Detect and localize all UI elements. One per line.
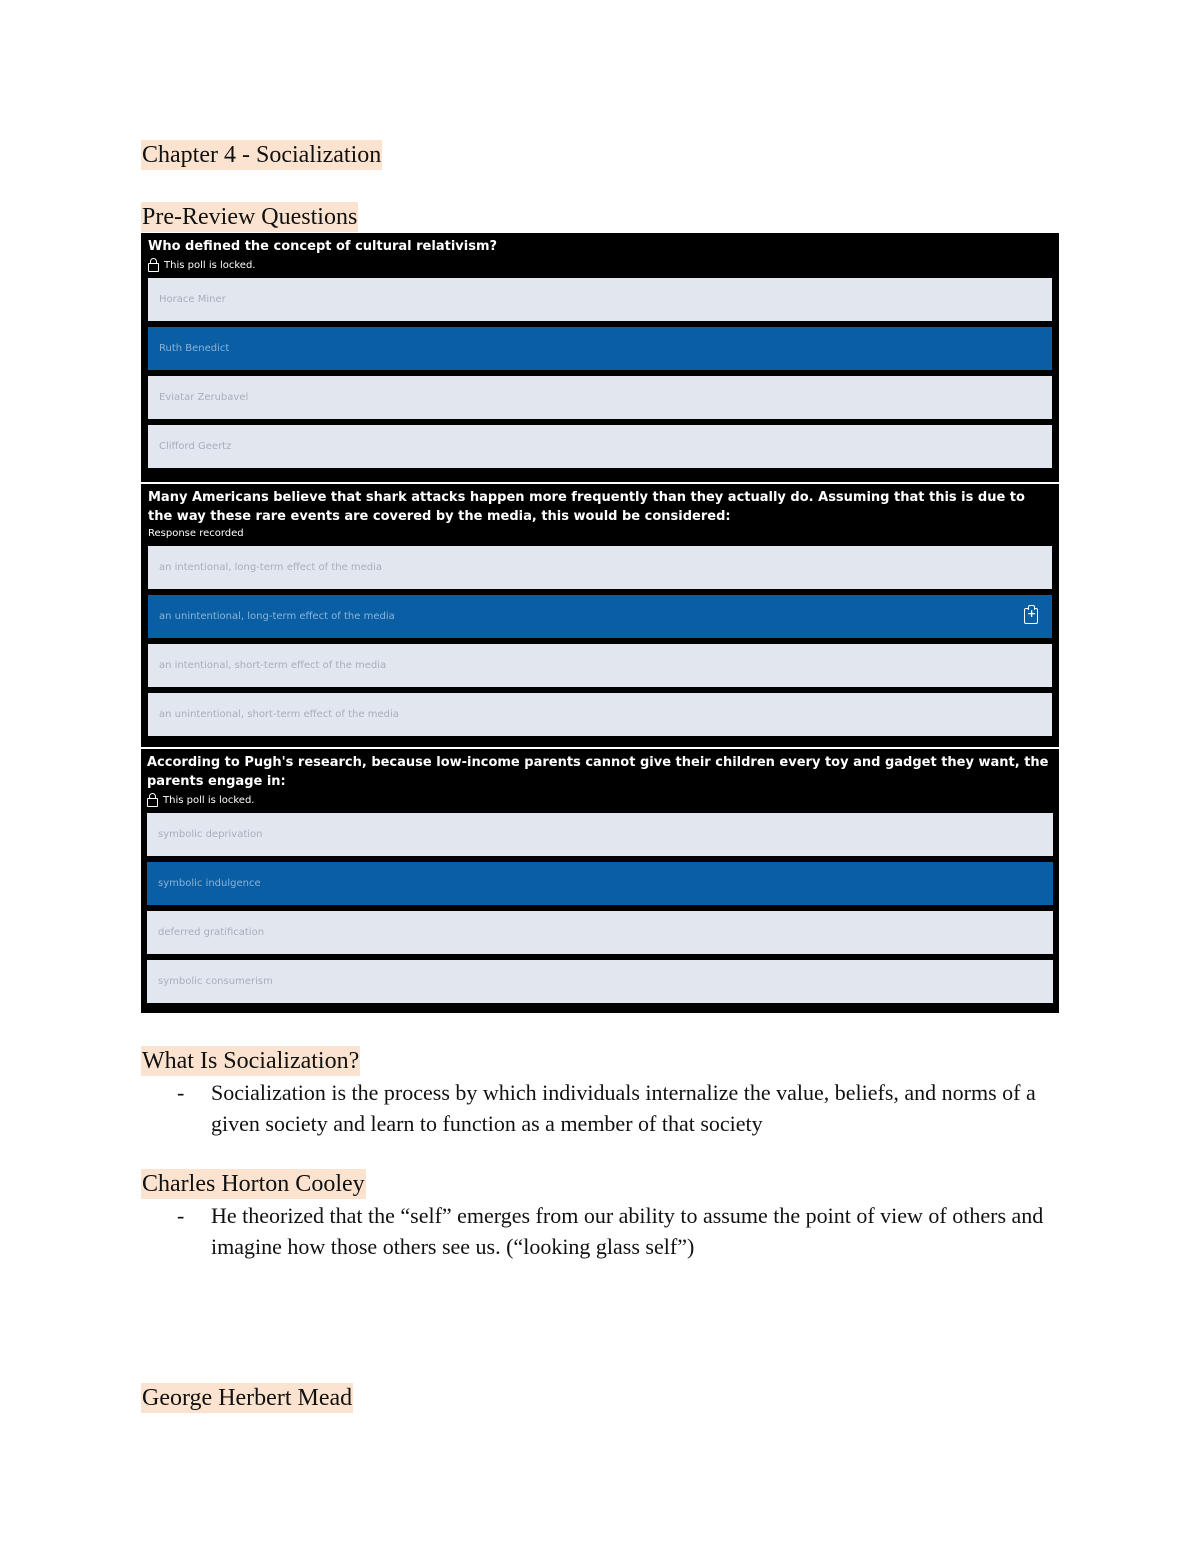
poll-question: Many Americans believe that shark attacks happen more frequently than they actually do. Assuming that this is due to the way these rare events are covered by the media, this would be considered: (148, 490, 1025, 524)
poll-option[interactable]: deferred gratification (147, 911, 1053, 954)
poll-status-text: This poll is locked. (163, 795, 255, 806)
poll-status (147, 794, 1053, 807)
poll-option[interactable]: symbolic consumerism (147, 960, 1053, 1003)
poll-option[interactable]: Clifford Geertz (148, 425, 1052, 468)
poll-options (147, 813, 1053, 1003)
poll-option[interactable]: an unintentional, short-term effect of the media (148, 693, 1052, 736)
poll-options (148, 278, 1052, 468)
poll-option[interactable]: an intentional, short-term effect of the media (148, 644, 1052, 687)
what-is-socialization-heading: What Is Socialization? (142, 1048, 360, 1074)
chapter-title: Chapter 4 - Socialization (142, 142, 382, 168)
poll-options (148, 546, 1052, 736)
poll-question: According to Pugh's research, because low-income parents cannot give their children every toy and gadget they want, the parents engage in: (147, 755, 1049, 789)
poll-option[interactable]: Eviatar Zerubavel (148, 376, 1052, 419)
mead-heading: George Herbert Mead (142, 1385, 353, 1411)
poll-option[interactable]: Horace Miner (148, 278, 1052, 321)
bullet-text: He theorized that the “self” emerges from our ability to assume the point of view of others and imagine how those others see us. (“looking glass self”) (211, 1203, 1044, 1259)
poll-media-effects (141, 484, 1059, 747)
poll-option[interactable]: symbolic deprivation (147, 813, 1053, 856)
poll-option[interactable]: an intentional, long-term effect of the media (148, 546, 1052, 589)
poll-cultural-relativism (141, 233, 1059, 482)
lock-icon (147, 797, 158, 806)
bullet-cooley (177, 1200, 1067, 1262)
poll-status-text: Response recorded (148, 528, 244, 539)
lock-icon (148, 262, 159, 271)
bullet-text: Socialization is the process by which individuals internalize the value, beliefs, and norms of a given society and learn to function as a member of that society (211, 1080, 1036, 1136)
poll-question: Who defined the concept of cultural relativism? (148, 239, 498, 254)
poll-status-text: This poll is locked. (164, 260, 256, 271)
bullet-socialization (177, 1077, 1067, 1139)
poll-option-selected[interactable]: Ruth Benedict (148, 327, 1052, 370)
clipboard-icon[interactable] (1024, 608, 1038, 624)
poll-status (148, 259, 1052, 272)
poll-option-selected[interactable]: symbolic indulgence (147, 862, 1053, 905)
poll-option-selected[interactable] (148, 595, 1052, 638)
pre-review-heading: Pre-Review Questions (142, 204, 358, 230)
poll-pugh-research (141, 749, 1059, 1013)
bullet-dash: - (177, 1080, 185, 1105)
bullet-dash: - (177, 1203, 185, 1228)
poll-option-label: an unintentional, long-term effect of the media (159, 611, 395, 622)
cooley-heading: Charles Horton Cooley (142, 1171, 365, 1197)
